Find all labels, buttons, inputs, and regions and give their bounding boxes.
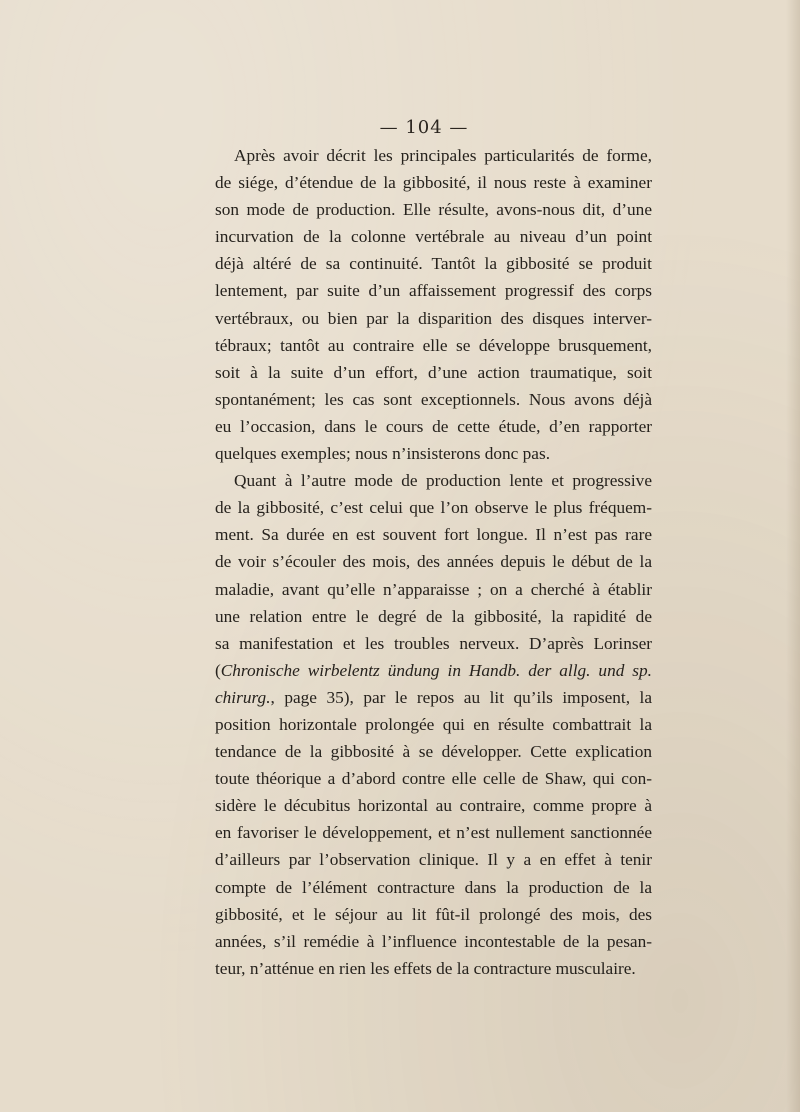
text-line: une relation entre le degré de la gibbosité, la rapidité de xyxy=(215,606,652,626)
text-line: incurvation de la colonne vertébrale au niveau d’un point xyxy=(215,227,652,247)
text-line: tendance de la gibbosité à se développer. Cette explication xyxy=(215,742,652,762)
italic-citation: Chronische wirbelentz ündung in Handb. der allg. und sp. xyxy=(220,660,652,680)
text-line: tébraux; tantôt au contraire elle se développe brusquement, xyxy=(215,335,652,355)
text-line: sa manifestation et les troubles nerveux. D’après Lorinser xyxy=(215,633,652,653)
text-line: teur, n’atténue en rien les effets de la contracture musculaire. xyxy=(215,958,636,978)
text-line: spontanément; les cas sont exceptionnels. Nous avons déjà xyxy=(215,389,652,409)
text-line: vertébraux, ou bien par la disparition des disques interver- xyxy=(215,308,652,328)
text-line xyxy=(215,657,652,684)
text-line: déjà altéré de sa continuité. Tantôt la gibbosité se produit xyxy=(215,254,652,274)
text-line: Quant à l’autre mode de production lente et progressive xyxy=(234,471,652,491)
text-line: sidère le décubitus horizontal au contraire, comme propre à xyxy=(215,796,652,816)
text-line: position horizontale prolongée qui en résulte combattrait la xyxy=(215,714,652,734)
text-fragment: ( xyxy=(215,660,221,680)
text-line: eu l’occasion, dans le cours de cette étude, d’en rapporter xyxy=(215,416,652,436)
text-line: compte de l’élément contracture dans la production de la xyxy=(215,877,652,897)
text-line: de voir s’écouler des mois, des années depuis le début de la xyxy=(215,552,652,572)
text-line: de la gibbosité, c’est celui que l’on observe le plus fréquem- xyxy=(215,498,652,518)
text-line: maladie, avant qu’elle n’apparaisse ; on a cherché à établir xyxy=(215,579,652,599)
text-line: en favoriser le développement, et n’est nullement sanctionnée xyxy=(215,823,652,843)
text-line: de siége, d’étendue de la gibbosité, il nous reste à examiner xyxy=(215,173,652,193)
text-line xyxy=(215,684,652,711)
page-edge-shadow xyxy=(786,0,800,1112)
text-line: ment. Sa durée en est souvent fort longue. Il n’est pas rare xyxy=(215,525,652,545)
italic-citation: chirurg. xyxy=(215,687,271,707)
body-text xyxy=(215,142,652,982)
text-line: toute théorique a d’abord contre elle celle de Shaw, qui con- xyxy=(215,769,652,789)
page-number: — 104 — xyxy=(379,117,469,138)
text-line: soit à la suite d’un effort, d’une action traumatique, soit xyxy=(215,362,652,382)
text-line: gibbosité, et le séjour au lit fût-il prolongé des mois, des xyxy=(215,904,652,924)
text-line: années, s’il remédie à l’influence incontestable de la pesan- xyxy=(215,931,652,951)
text-line: d’ailleurs par l’observation clinique. Il y a en effet à tenir xyxy=(215,850,652,870)
text-line: lentement, par suite d’un affaissement progressif des corps xyxy=(215,281,652,301)
text-line: Après avoir décrit les principales particularités de forme, xyxy=(234,146,652,165)
text-fragment: , page 35), par le repos au lit qu’ils imposent, la xyxy=(270,687,652,707)
text-line: quelques exemples; nous n’insisterons donc pas. xyxy=(215,444,551,464)
text-line: son mode de production. Elle résulte, avons-nous dit, d’une xyxy=(215,200,652,220)
